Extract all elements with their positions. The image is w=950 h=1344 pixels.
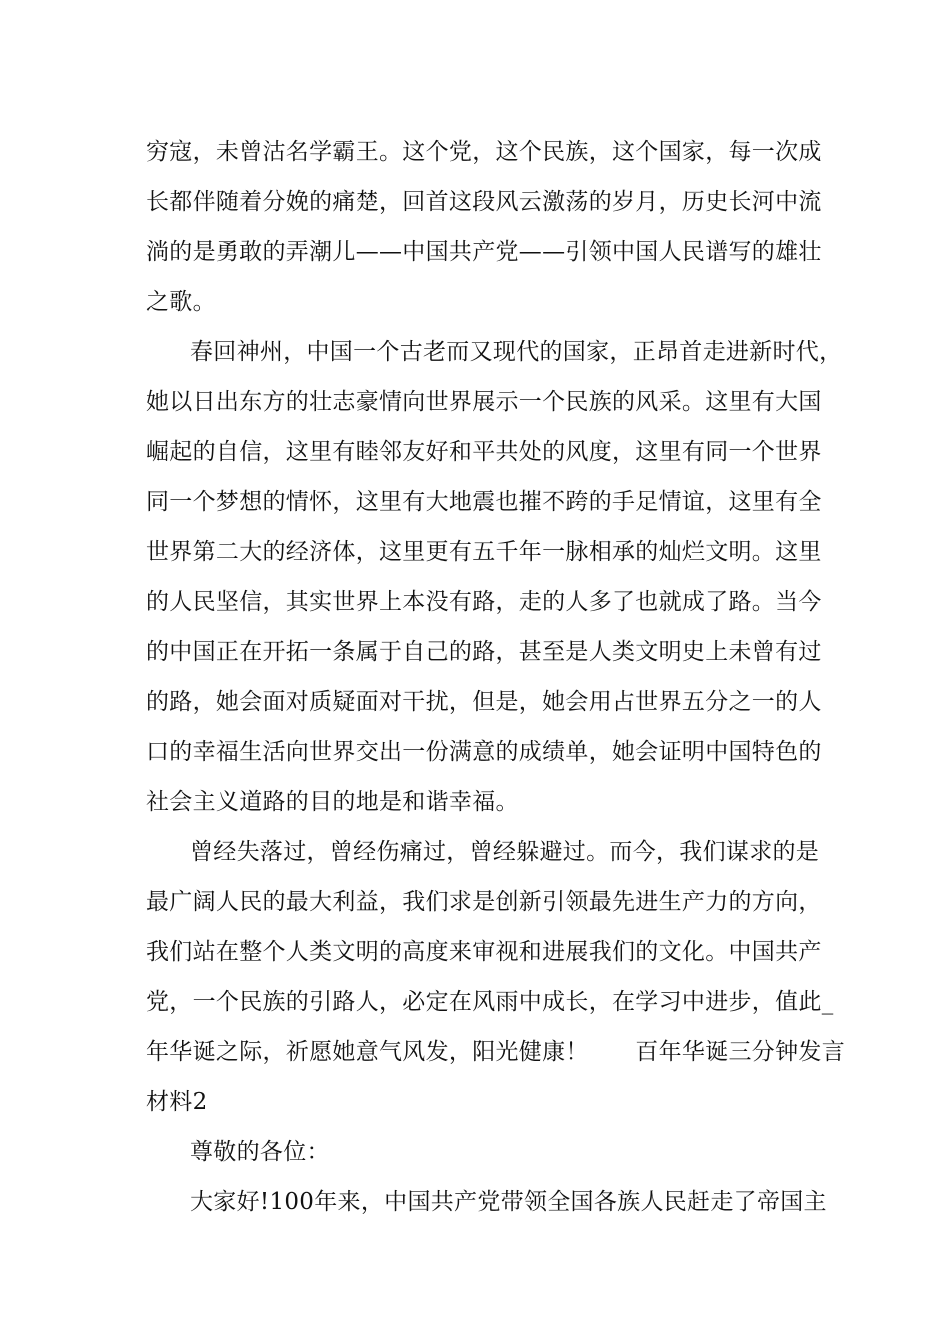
text-line: 党，一个民族的引路人，必定在风雨中成长，在学习中进步，值此_ — [146, 989, 834, 1015]
text-line: 她以日出东方的壮志豪情向世界展示一个民族的风采。这里有大国 — [146, 389, 822, 415]
text-line: 我们站在整个人类文明的高度来审视和进展我们的文化。中国共产 — [146, 939, 822, 965]
text-line: 的人民坚信，其实世界上本没有路，走的人多了也就成了路。当今 — [146, 589, 822, 615]
text-line: 之歌。 — [146, 289, 216, 315]
text-line: 同一个梦想的情怀，这里有大地震也摧不跨的手足情谊，这里有全 — [146, 489, 822, 515]
text-line: 穷寇，未曾沽名学霸王。这个党，这个民族，这个国家，每一次成 — [146, 139, 822, 165]
paragraph-start-line: 春回神州，中国一个古老而又现代的国家，正昂首走进新时代， — [190, 339, 843, 365]
text-line: 的中国正在开拓一条属于自己的路，甚至是人类文明史上未曾有过 — [146, 639, 822, 665]
text-line: 长都伴随着分娩的痛楚，回首这段风云激荡的岁月，历史长河中流 — [146, 189, 822, 215]
text-line: 材料2 — [146, 1089, 208, 1115]
text-line: 淌的是勇敢的弄潮儿——中国共产党——引领中国人民谱写的雄壮 — [146, 239, 822, 265]
text-line: 世界第二大的经济体，这里更有五千年一脉相承的灿烂文明。这里 — [146, 539, 822, 565]
text-line: 崛起的自信，这里有睦邻友好和平共处的风度，这里有同一个世界 — [146, 439, 822, 465]
paragraph-start-line: 曾经失落过，曾经伤痛过，曾经躲避过。而今，我们谋求的是 — [190, 839, 820, 865]
salutation-line: 尊敬的各位： — [190, 1139, 330, 1165]
paragraph-start-line: 大家好!100年来，中国共产党带领全国各族人民赶走了帝国主 — [190, 1189, 827, 1215]
text-line: 的路，她会面对质疑面对干扰，但是，她会用占世界五分之一的人 — [146, 689, 822, 715]
text-line: 口的幸福生活向世界交出一份满意的成绩单，她会证明中国特色的 — [146, 739, 822, 765]
text-line: 年华诞之际，祈愿她意气风发，阳光健康！ 百年华诞三分钟发言 — [146, 1039, 845, 1065]
text-line: 最广阔人民的最大利益，我们求是创新引领最先进生产力的方向， — [146, 889, 822, 915]
text-line: 社会主义道路的目的地是和谐幸福。 — [146, 789, 519, 815]
